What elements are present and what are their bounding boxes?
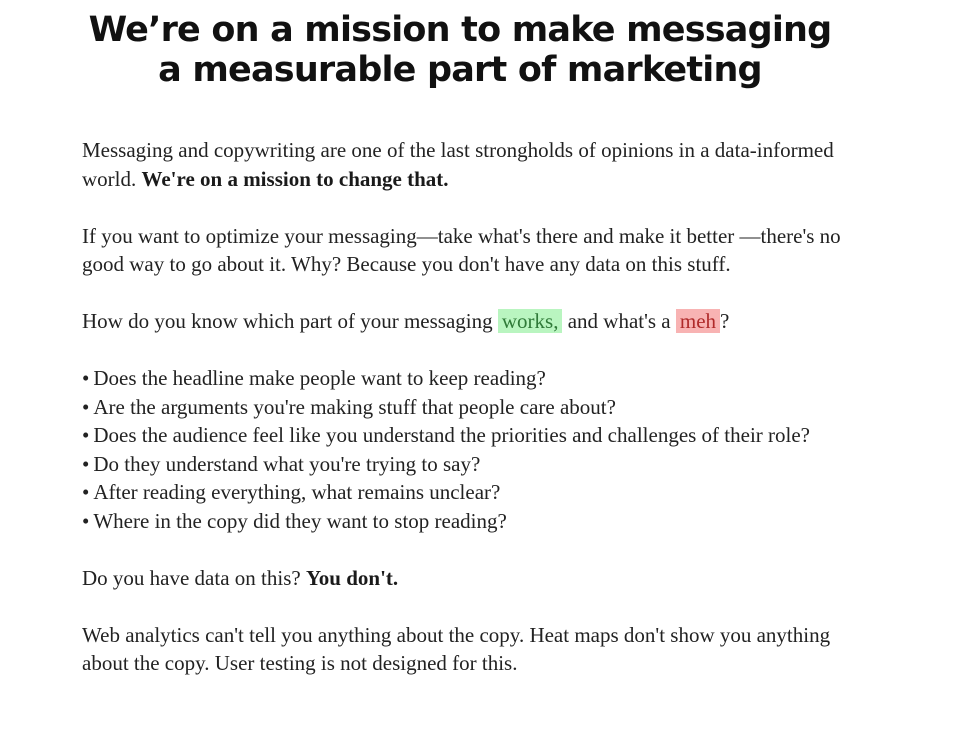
question-before: How do you know which part of your messaging: [82, 309, 498, 333]
bullet-icon: •: [82, 366, 90, 390]
list-item-text: After reading everything, what remains unclear?: [93, 480, 501, 504]
analytics-paragraph: Web analytics can't tell you anything about the copy. Heat maps don't show you anything about the copy. User testing is not designed for this.: [82, 622, 831, 675]
list-item: [82, 478, 862, 507]
headline-line-2: a measurable part of marketing: [158, 50, 762, 90]
bullet-icon: •: [82, 451, 90, 476]
intro-text: Messaging and copywriting are one of the last strongholds of opinions in a data-informed world.: [82, 138, 834, 191]
list-item-text: Does the headline make people want to keep reading?: [93, 366, 546, 390]
questions-list: [82, 364, 862, 535]
bullet-icon: •: [82, 394, 90, 419]
list-item: [82, 364, 862, 393]
data-question-text: Do you have data on this?: [82, 565, 306, 590]
page-headline: [0, 10, 920, 90]
data-question-bold: You don't.: [305, 565, 399, 590]
intro-paragraph: [82, 136, 862, 193]
bullet-icon: •: [82, 508, 90, 533]
list-item-text: Do they understand what you're trying to say?: [93, 451, 481, 476]
meh-highlight: meh: [676, 309, 720, 333]
data-question-paragraph: [82, 564, 862, 593]
intro-bold: We're on a mission to change that.: [141, 166, 449, 191]
question-middle: and what's a: [562, 309, 676, 333]
list-item-text: Does the audience feel like you understand the priorities and challenges of their role?: [93, 423, 811, 447]
headline-line-1: We’re on a mission to make messaging: [88, 10, 832, 50]
optimize-paragraph: If you want to optimize your messaging—take what's there and make it better —there's no good way to go about it. Why? Because you don't have any data on this stuff.: [82, 223, 841, 276]
list-item: [82, 393, 862, 422]
article-body: [82, 136, 862, 706]
bullet-icon: •: [82, 480, 90, 504]
list-item-text: Where in the copy did they want to stop reading?: [93, 508, 507, 533]
bullet-icon: •: [82, 423, 90, 447]
question-paragraph: [82, 307, 862, 336]
list-item-text: Are the arguments you're making stuff that people care about?: [93, 394, 616, 419]
works-highlight: works,: [498, 309, 563, 333]
list-item: [82, 507, 862, 536]
question-after: ?: [720, 309, 730, 333]
list-item: [82, 421, 862, 450]
list-item: [82, 450, 862, 479]
